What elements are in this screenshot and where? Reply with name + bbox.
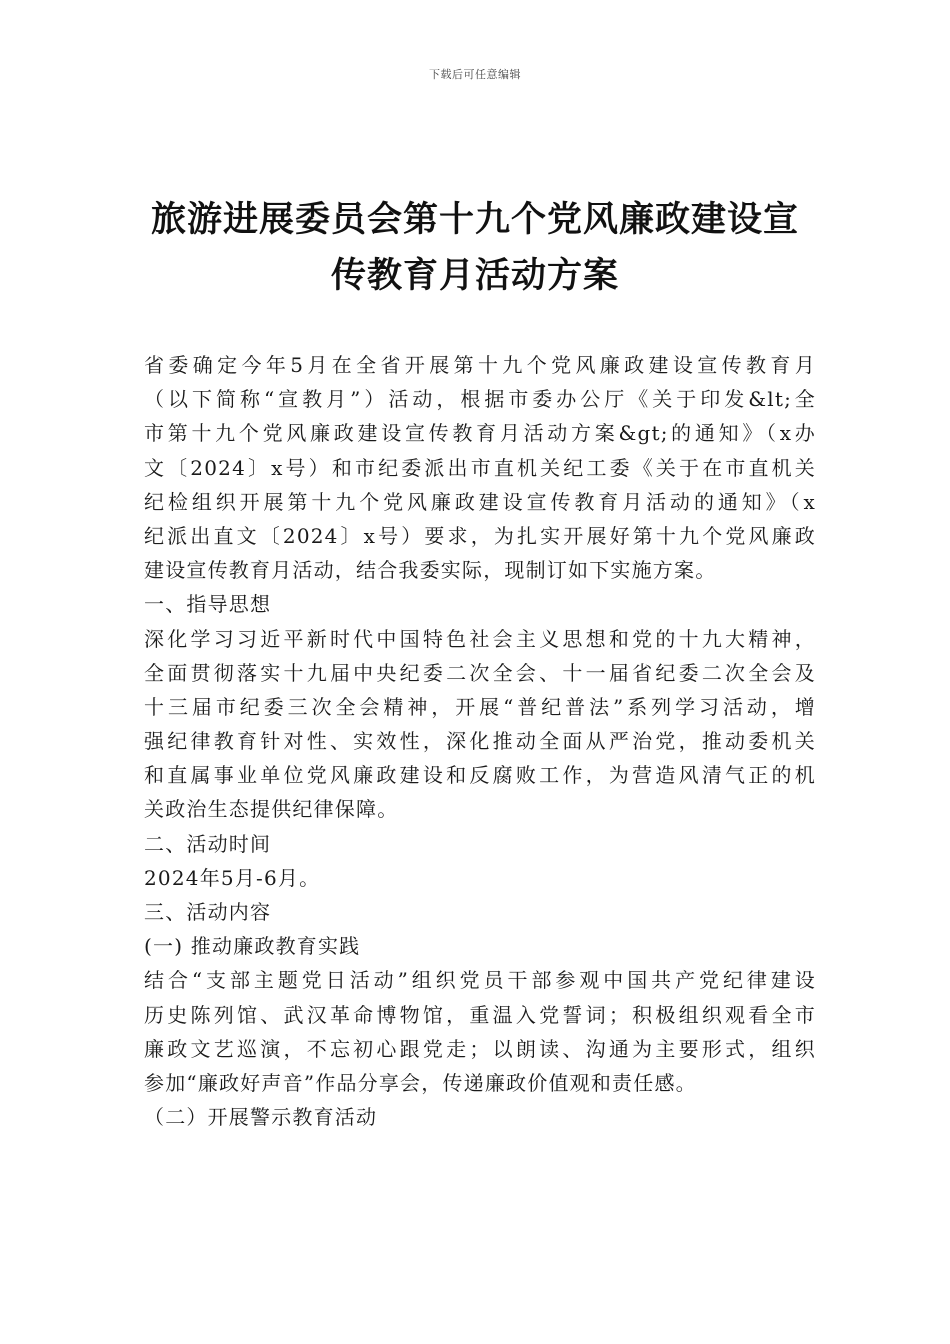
body-line: 参加“廉政好声音”作品分享会，传递廉政价值观和责任感。: [144, 1070, 697, 1095]
body-line: 纪检组织开展第十九个党风廉政建设宣传教育月活动的通知》（x: [144, 489, 816, 514]
section-heading: 一、指导思想: [144, 592, 272, 617]
header-note: 下载后可任意编辑: [429, 68, 521, 81]
body-line: 2024年5月-6月。: [144, 865, 321, 890]
title-line-2: 传教育月活动方案: [330, 256, 619, 296]
body-line: 关政治生态提供纪律保障。: [144, 797, 399, 822]
body-line: 历史陈列馆、武汉革命博物馆，重温入党誓词；积极组织观看全市: [144, 1002, 816, 1027]
body-line: 纪派出直文〔2024〕x号）要求，为扎实开展好第十九个党风廉政: [144, 523, 816, 548]
body-line: 建设宣传教育月活动，结合我委实际，现制订如下实施方案。: [144, 558, 717, 583]
body-line: 省委确定今年5月在全省开展第十九个党风廉政建设宣传教育月: [144, 353, 816, 377]
body-line: （以下简称“宣教月”）活动，根据市委办公厅《关于印发&lt;全: [144, 387, 816, 412]
subsection-heading: （二）开展警示教育活动: [144, 1105, 378, 1130]
document-body: [144, 348, 816, 1134]
section-heading: 二、活动时间: [144, 831, 272, 856]
body-line: 和直属事业单位党风廉政建设和反腐败工作，为营造风清气正的机: [144, 763, 816, 788]
body-line: 廉政文艺巡演，不忘初心跟党走；以朗读、沟通为主要形式，组织: [144, 1036, 816, 1061]
body-line: 文〔2024〕x号）和市纪委派出市直机关纪工委《关于在市直机关: [144, 455, 816, 480]
body-line: 深化学习习近平新时代中国特色社会主义思想和党的十九大精神，: [144, 626, 816, 651]
body-line: 市第十九个党风廉政建设宣传教育月活动方案&gt;的通知》（x办: [144, 421, 816, 446]
body-line: 结合“支部主题党日活动”组织党员干部参观中国共产党纪律建设: [144, 968, 816, 993]
document-title: [120, 192, 830, 304]
body-line: 全面贯彻落实十九届中央纪委二次全会、十一届省纪委二次全会及: [144, 660, 816, 685]
section-heading: 三、活动内容: [144, 900, 272, 924]
subsection-heading: (一) 推动廉政教育实践: [144, 934, 361, 959]
body-line: 强纪律教育针对性、实效性，深化推动全面从严治党，推动委机关: [144, 729, 816, 754]
title-line-1: 旅游进展委员会第十九个党风廉政建设宣: [150, 200, 799, 240]
body-line: 十三届市纪委三次全会精神，开展“普纪普法”系列学习活动，增: [144, 694, 816, 719]
